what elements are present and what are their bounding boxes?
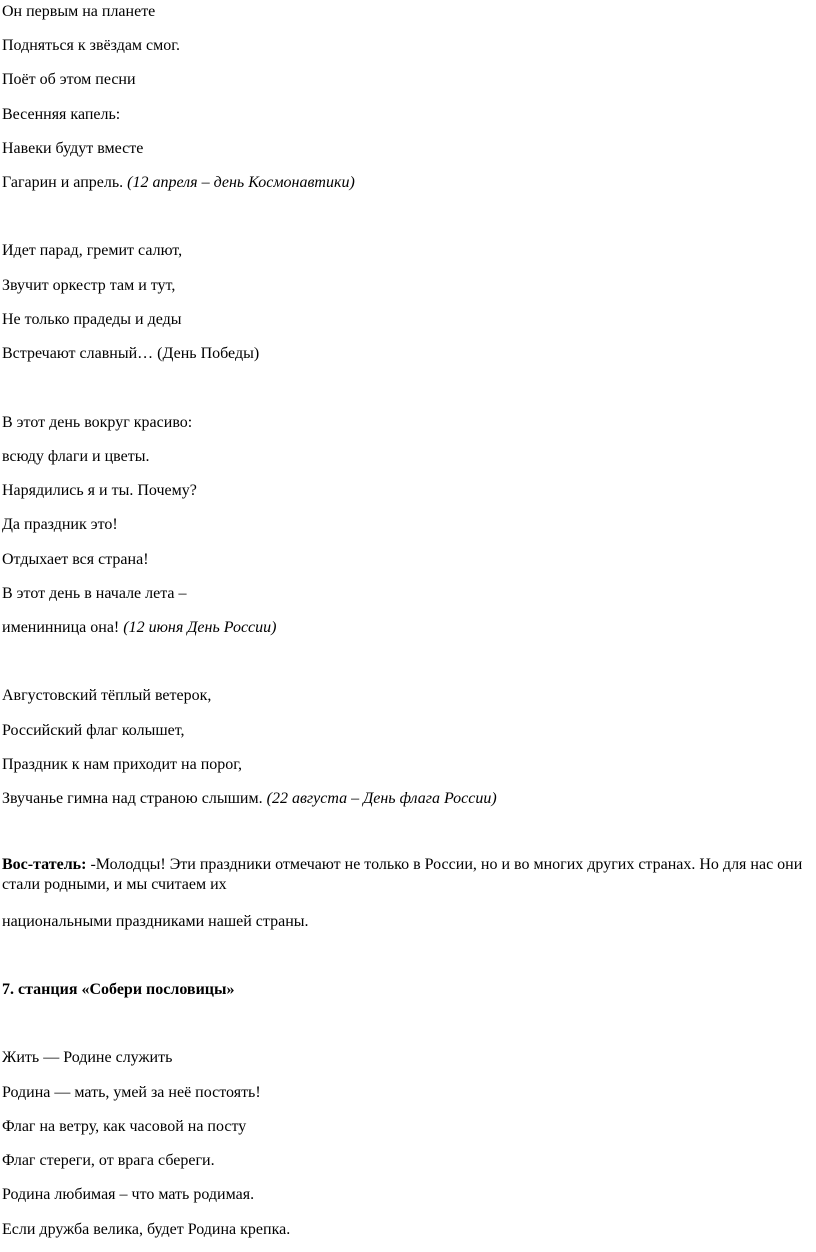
station-heading: 7. станция «Собери пословицы»: [2, 981, 235, 998]
proverb-line: Флаг стереги, от врага сбереги.: [2, 1152, 215, 1169]
poem-line: всюду флаги и цветы.: [2, 448, 150, 465]
poem-line-text: Гагарин и апрель.: [2, 174, 124, 191]
poem-line: Да праздник это!: [2, 516, 118, 533]
holiday-note: (12 апреля – день Космонавтики): [127, 174, 355, 191]
teacher-paragraph-continuation: национальными праздниками нашей страны.: [2, 913, 309, 930]
poem-line: В этот день вокруг красиво:: [2, 414, 193, 431]
poem-line: Звучит оркестр там и тут,: [2, 277, 176, 294]
proverb-line: Родина — мать, умей за неё постоять!: [2, 1084, 261, 1101]
poem-line: Он первым на планете: [2, 3, 156, 20]
poem-line: Августовский тёплый ветерок,: [2, 687, 212, 704]
poem-line: Отдыхает вся страна!: [2, 551, 149, 568]
poem-line: Встречают славный… (День Победы): [2, 345, 260, 362]
poem-line-text: Звучанье гимна над страною слышим.: [2, 790, 263, 807]
poem-line: Поёт об этом песни: [2, 71, 136, 88]
poem-line: Нарядились я и ты. Почему?: [2, 482, 197, 499]
proverb-line: Флаг на ветру, как часовой на посту: [2, 1118, 247, 1135]
poem-line: Подняться к звёздам смог.: [2, 37, 181, 54]
proverb-line: Если дружба велика, будет Родина крепка.: [2, 1221, 291, 1238]
poem-line-text: именинница она!: [2, 619, 120, 636]
poem-line-with-note: [2, 173, 355, 193]
proverb-line: Жить — Родине служить: [2, 1049, 173, 1066]
poem-line: Российский флаг колышет,: [2, 722, 185, 739]
poem-line: В этот день в начале лета –: [2, 585, 187, 602]
poem-line: Не только прадеды и деды: [2, 311, 182, 328]
holiday-note: (22 августа – День флага России): [266, 790, 497, 807]
poem-line: Праздник к нам приходит на порог,: [2, 756, 243, 773]
poem-line: Навеки будут вместе: [2, 140, 144, 157]
poem-line: Идет парад, гремит салют,: [2, 242, 183, 259]
teacher-paragraph: [2, 855, 810, 895]
poem-line-with-note: [2, 789, 497, 809]
teacher-text: -Молодцы! Эти праздники отмечают не только в России, но и во многих других странах. Но для нас они стали родными, и мы считаем их: [2, 856, 803, 893]
speaker-label: Вос-татель:: [2, 856, 87, 873]
proverb-line: Родина любимая – что мать родимая.: [2, 1186, 255, 1203]
holiday-note: (12 июня День России): [123, 619, 277, 636]
poem-line-with-note: [2, 618, 276, 638]
poem-line: Весенняя капель:: [2, 106, 121, 123]
